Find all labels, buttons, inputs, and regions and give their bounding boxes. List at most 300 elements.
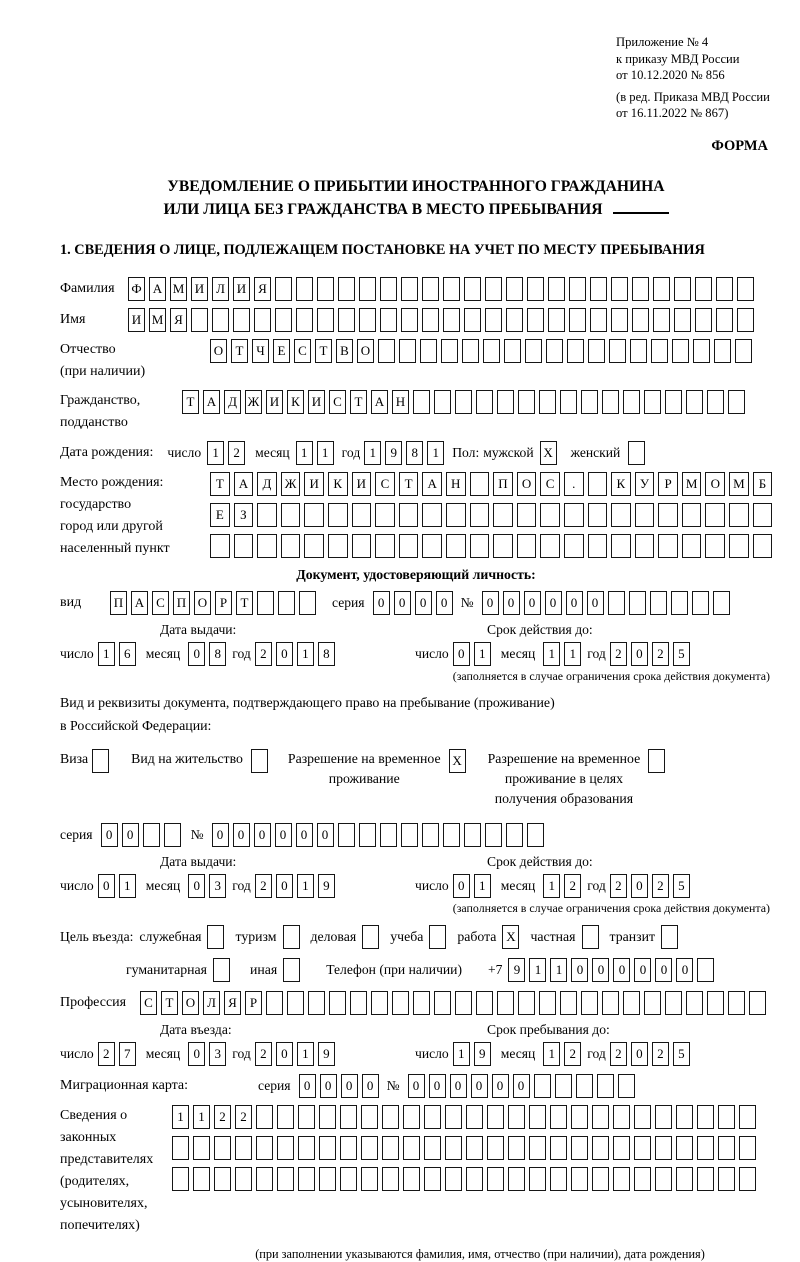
cell[interactable] bbox=[350, 991, 367, 1015]
cell[interactable] bbox=[380, 277, 397, 301]
cell[interactable]: 0 bbox=[587, 591, 604, 615]
cell[interactable]: 0 bbox=[631, 874, 648, 898]
cell[interactable] bbox=[401, 277, 418, 301]
cell[interactable]: 1 bbox=[550, 958, 567, 982]
cell[interactable] bbox=[630, 339, 647, 363]
cell[interactable] bbox=[413, 390, 430, 414]
cell[interactable]: 1 bbox=[474, 642, 491, 666]
cell[interactable] bbox=[466, 1167, 483, 1191]
cell[interactable]: А bbox=[149, 277, 166, 301]
cell[interactable] bbox=[281, 503, 301, 527]
cell[interactable] bbox=[340, 1167, 357, 1191]
cell[interactable] bbox=[671, 591, 688, 615]
cell[interactable]: О bbox=[517, 472, 537, 496]
stay-day-cells[interactable] bbox=[453, 1042, 491, 1066]
cell[interactable] bbox=[527, 308, 544, 332]
cell[interactable] bbox=[422, 534, 442, 558]
cell[interactable]: 1 bbox=[474, 874, 491, 898]
cell[interactable]: Т bbox=[161, 991, 178, 1015]
cell[interactable] bbox=[493, 534, 513, 558]
cell[interactable] bbox=[635, 503, 655, 527]
cell[interactable] bbox=[235, 1167, 252, 1191]
residence-valid-year-cells[interactable] bbox=[610, 874, 690, 898]
cell[interactable] bbox=[508, 1136, 525, 1160]
cell[interactable] bbox=[485, 277, 502, 301]
cell[interactable] bbox=[328, 503, 348, 527]
cell[interactable] bbox=[287, 991, 304, 1015]
visa-checkbox[interactable] bbox=[92, 749, 109, 773]
cell[interactable]: 2 bbox=[564, 874, 581, 898]
cell[interactable]: О bbox=[182, 991, 199, 1015]
cell[interactable] bbox=[470, 472, 490, 496]
residence-number-cells[interactable] bbox=[212, 823, 544, 847]
cell[interactable] bbox=[753, 503, 773, 527]
cell[interactable] bbox=[504, 339, 521, 363]
cell[interactable]: 1 bbox=[98, 642, 115, 666]
cell[interactable]: Т bbox=[231, 339, 248, 363]
cell[interactable] bbox=[581, 390, 598, 414]
cell[interactable] bbox=[352, 503, 372, 527]
cell[interactable] bbox=[257, 534, 277, 558]
cell[interactable] bbox=[422, 308, 439, 332]
cell[interactable]: 2 bbox=[255, 874, 272, 898]
purpose-humanitarian-checkbox[interactable] bbox=[213, 958, 230, 982]
cell[interactable] bbox=[329, 991, 346, 1015]
cell[interactable] bbox=[608, 591, 625, 615]
cell[interactable] bbox=[257, 591, 274, 615]
cell[interactable] bbox=[464, 277, 481, 301]
cell[interactable]: 2 bbox=[652, 1042, 669, 1066]
cell[interactable]: 0 bbox=[341, 1074, 358, 1098]
patronymic-cells[interactable] bbox=[210, 339, 752, 363]
cell[interactable] bbox=[629, 591, 646, 615]
cell[interactable] bbox=[676, 1136, 693, 1160]
cell[interactable]: 0 bbox=[524, 591, 541, 615]
cell[interactable]: 2 bbox=[564, 1042, 581, 1066]
cell[interactable]: 1 bbox=[564, 642, 581, 666]
cell[interactable] bbox=[466, 1105, 483, 1129]
cell[interactable] bbox=[560, 390, 577, 414]
cell[interactable] bbox=[676, 1167, 693, 1191]
cell[interactable]: Р bbox=[215, 591, 232, 615]
cell[interactable]: П bbox=[110, 591, 127, 615]
cell[interactable] bbox=[674, 308, 691, 332]
cell[interactable] bbox=[446, 534, 466, 558]
cell[interactable] bbox=[697, 1136, 714, 1160]
cell[interactable] bbox=[455, 390, 472, 414]
birth-month-cells[interactable] bbox=[296, 441, 334, 465]
identity-issue-day-cells[interactable] bbox=[98, 642, 136, 666]
cell[interactable] bbox=[713, 591, 730, 615]
cell[interactable]: 0 bbox=[613, 958, 630, 982]
cell[interactable]: Ч bbox=[252, 339, 269, 363]
cell[interactable] bbox=[655, 1136, 672, 1160]
cell[interactable] bbox=[729, 534, 749, 558]
cell[interactable]: Ф bbox=[128, 277, 145, 301]
cell[interactable] bbox=[277, 1167, 294, 1191]
cell[interactable] bbox=[470, 534, 490, 558]
cell[interactable]: 0 bbox=[453, 874, 470, 898]
cell[interactable] bbox=[304, 503, 324, 527]
cell[interactable]: 0 bbox=[394, 591, 411, 615]
cell[interactable] bbox=[298, 1136, 315, 1160]
cell[interactable]: И bbox=[128, 308, 145, 332]
cell[interactable]: Я bbox=[224, 991, 241, 1015]
cell[interactable] bbox=[362, 925, 379, 949]
birth-year-cells[interactable] bbox=[364, 441, 444, 465]
cell[interactable] bbox=[233, 308, 250, 332]
cell[interactable]: 0 bbox=[566, 591, 583, 615]
cell[interactable] bbox=[443, 308, 460, 332]
cell[interactable]: 1 bbox=[172, 1105, 189, 1129]
cell[interactable] bbox=[403, 1136, 420, 1160]
cell[interactable]: Ж bbox=[245, 390, 262, 414]
stay-month-cells[interactable] bbox=[543, 1042, 581, 1066]
cell[interactable] bbox=[539, 390, 556, 414]
cell[interactable]: О bbox=[210, 339, 227, 363]
cell[interactable]: 0 bbox=[188, 1042, 205, 1066]
identity-doc-number-cells[interactable] bbox=[482, 591, 730, 615]
cell[interactable] bbox=[493, 503, 513, 527]
cell[interactable] bbox=[283, 958, 300, 982]
cell[interactable] bbox=[434, 991, 451, 1015]
cell[interactable] bbox=[613, 1105, 630, 1129]
residence-series-cells[interactable] bbox=[101, 823, 181, 847]
cell[interactable] bbox=[382, 1105, 399, 1129]
cell[interactable]: X bbox=[502, 925, 519, 949]
cell[interactable]: С bbox=[540, 472, 560, 496]
cell[interactable]: 0 bbox=[492, 1074, 509, 1098]
cell[interactable] bbox=[508, 1105, 525, 1129]
cell[interactable] bbox=[413, 991, 430, 1015]
cell[interactable]: Т bbox=[399, 472, 419, 496]
cell[interactable] bbox=[308, 991, 325, 1015]
cell[interactable]: М bbox=[682, 472, 702, 496]
cell[interactable]: Я bbox=[170, 308, 187, 332]
cell[interactable] bbox=[651, 339, 668, 363]
cell[interactable] bbox=[569, 277, 586, 301]
cell[interactable] bbox=[278, 591, 295, 615]
cell[interactable] bbox=[737, 277, 754, 301]
cell[interactable] bbox=[319, 1105, 336, 1129]
cell[interactable] bbox=[602, 991, 619, 1015]
cell[interactable]: Ж bbox=[281, 472, 301, 496]
cell[interactable] bbox=[361, 1136, 378, 1160]
cell[interactable]: 0 bbox=[276, 642, 293, 666]
cell[interactable]: 0 bbox=[233, 823, 250, 847]
cell[interactable]: 0 bbox=[631, 1042, 648, 1066]
cell[interactable]: 0 bbox=[436, 591, 453, 615]
cell[interactable] bbox=[718, 1167, 735, 1191]
cell[interactable]: К bbox=[611, 472, 631, 496]
cell[interactable] bbox=[728, 991, 745, 1015]
cell[interactable] bbox=[338, 277, 355, 301]
cell[interactable]: 8 bbox=[406, 441, 423, 465]
cell[interactable]: 2 bbox=[235, 1105, 252, 1129]
cell[interactable] bbox=[298, 1167, 315, 1191]
residence-issue-day-cells[interactable] bbox=[98, 874, 136, 898]
cell[interactable] bbox=[658, 503, 678, 527]
cell[interactable] bbox=[392, 991, 409, 1015]
cell[interactable] bbox=[517, 534, 537, 558]
sex-female-checkbox[interactable] bbox=[628, 441, 645, 465]
identity-valid-year-cells[interactable] bbox=[610, 642, 690, 666]
cell[interactable]: 1 bbox=[297, 874, 314, 898]
cell[interactable] bbox=[476, 390, 493, 414]
cell[interactable] bbox=[476, 991, 493, 1015]
cell[interactable]: 0 bbox=[362, 1074, 379, 1098]
purpose-business-checkbox[interactable] bbox=[362, 925, 379, 949]
cell[interactable] bbox=[299, 591, 316, 615]
cell[interactable] bbox=[257, 503, 277, 527]
cell[interactable]: 5 bbox=[673, 874, 690, 898]
cell[interactable] bbox=[518, 390, 535, 414]
cell[interactable] bbox=[655, 1105, 672, 1129]
cell[interactable] bbox=[613, 1136, 630, 1160]
cell[interactable]: 1 bbox=[529, 958, 546, 982]
entry-month-cells[interactable] bbox=[188, 1042, 226, 1066]
cell[interactable]: С bbox=[152, 591, 169, 615]
cell[interactable]: П bbox=[173, 591, 190, 615]
cell[interactable]: 7 bbox=[119, 1042, 136, 1066]
cell[interactable]: 0 bbox=[317, 823, 334, 847]
cell[interactable] bbox=[609, 339, 626, 363]
cell[interactable] bbox=[266, 991, 283, 1015]
cell[interactable]: Л bbox=[203, 991, 220, 1015]
cell[interactable]: Т bbox=[210, 472, 230, 496]
sex-male-checkbox[interactable] bbox=[540, 441, 557, 465]
cell[interactable] bbox=[359, 823, 376, 847]
cell[interactable] bbox=[590, 277, 607, 301]
identity-valid-month-cells[interactable] bbox=[543, 642, 581, 666]
cell[interactable]: А bbox=[422, 472, 442, 496]
edu-residence-checkbox[interactable] bbox=[648, 749, 665, 773]
cell[interactable]: 0 bbox=[631, 642, 648, 666]
cell[interactable]: 1 bbox=[543, 874, 560, 898]
cell[interactable] bbox=[429, 925, 446, 949]
cell[interactable] bbox=[424, 1136, 441, 1160]
cell[interactable] bbox=[644, 390, 661, 414]
cell[interactable]: Н bbox=[392, 390, 409, 414]
cell[interactable] bbox=[382, 1136, 399, 1160]
cell[interactable] bbox=[193, 1136, 210, 1160]
cell[interactable] bbox=[686, 390, 703, 414]
cell[interactable]: Т bbox=[315, 339, 332, 363]
cell[interactable]: 2 bbox=[98, 1042, 115, 1066]
cell[interactable] bbox=[618, 1074, 635, 1098]
cell[interactable] bbox=[550, 1136, 567, 1160]
residence-permit-checkbox[interactable] bbox=[251, 749, 268, 773]
cell[interactable]: 1 bbox=[543, 642, 560, 666]
migration-card-number-cells[interactable] bbox=[408, 1074, 635, 1098]
cell[interactable]: 9 bbox=[318, 1042, 335, 1066]
cell[interactable]: З bbox=[234, 503, 254, 527]
cell[interactable]: Е bbox=[273, 339, 290, 363]
cell[interactable]: 2 bbox=[610, 642, 627, 666]
cell[interactable]: 1 bbox=[119, 874, 136, 898]
cell[interactable] bbox=[550, 1167, 567, 1191]
cell[interactable]: 0 bbox=[276, 1042, 293, 1066]
cell[interactable] bbox=[534, 1074, 551, 1098]
cell[interactable] bbox=[256, 1136, 273, 1160]
cell[interactable] bbox=[676, 1105, 693, 1129]
cell[interactable] bbox=[213, 958, 230, 982]
cell[interactable]: 0 bbox=[188, 874, 205, 898]
cell[interactable] bbox=[462, 339, 479, 363]
cell[interactable]: Е bbox=[210, 503, 230, 527]
cell[interactable] bbox=[682, 503, 702, 527]
given-name-cells[interactable] bbox=[128, 308, 754, 332]
representatives-row1-cells[interactable] bbox=[172, 1105, 756, 1129]
cell[interactable] bbox=[251, 749, 268, 773]
birth-place-row2-cells[interactable] bbox=[210, 503, 772, 527]
cell[interactable]: 5 bbox=[673, 642, 690, 666]
cell[interactable]: О bbox=[705, 472, 725, 496]
cell[interactable] bbox=[753, 534, 773, 558]
cell[interactable]: 1 bbox=[543, 1042, 560, 1066]
cell[interactable] bbox=[695, 277, 712, 301]
cell[interactable] bbox=[382, 1167, 399, 1191]
cell[interactable]: 2 bbox=[228, 441, 245, 465]
cell[interactable]: 1 bbox=[297, 642, 314, 666]
representatives-row2-cells[interactable] bbox=[172, 1136, 756, 1160]
cell[interactable]: Т bbox=[182, 390, 199, 414]
cell[interactable] bbox=[422, 277, 439, 301]
cell[interactable] bbox=[210, 534, 230, 558]
cell[interactable]: М bbox=[170, 277, 187, 301]
cell[interactable] bbox=[445, 1167, 462, 1191]
cell[interactable]: Т bbox=[236, 591, 253, 615]
cell[interactable] bbox=[92, 749, 109, 773]
cell[interactable]: 0 bbox=[122, 823, 139, 847]
cell[interactable] bbox=[650, 591, 667, 615]
cell[interactable]: У bbox=[635, 472, 655, 496]
cell[interactable]: О bbox=[357, 339, 374, 363]
cell[interactable] bbox=[597, 1074, 614, 1098]
cell[interactable] bbox=[277, 1136, 294, 1160]
purpose-transit-checkbox[interactable] bbox=[661, 925, 678, 949]
cell[interactable] bbox=[445, 1105, 462, 1129]
cell[interactable]: А bbox=[203, 390, 220, 414]
cell[interactable]: 0 bbox=[320, 1074, 337, 1098]
cell[interactable]: С bbox=[140, 991, 157, 1015]
cell[interactable]: Б bbox=[753, 472, 773, 496]
cell[interactable] bbox=[319, 1167, 336, 1191]
cell[interactable]: 0 bbox=[254, 823, 271, 847]
cell[interactable] bbox=[207, 925, 224, 949]
cell[interactable] bbox=[674, 277, 691, 301]
cell[interactable] bbox=[483, 339, 500, 363]
cell[interactable]: 2 bbox=[214, 1105, 231, 1129]
cell[interactable]: 3 bbox=[209, 1042, 226, 1066]
cell[interactable]: 1 bbox=[193, 1105, 210, 1129]
cell[interactable]: И bbox=[304, 472, 324, 496]
residence-valid-month-cells[interactable] bbox=[543, 874, 581, 898]
identity-doc-type-cells[interactable] bbox=[110, 591, 316, 615]
cell[interactable] bbox=[378, 339, 395, 363]
cell[interactable] bbox=[497, 390, 514, 414]
cell[interactable]: 1 bbox=[317, 441, 334, 465]
cell[interactable] bbox=[281, 534, 301, 558]
cell[interactable] bbox=[714, 339, 731, 363]
cell[interactable] bbox=[564, 503, 584, 527]
purpose-work-checkbox[interactable] bbox=[502, 925, 519, 949]
cell[interactable]: 9 bbox=[474, 1042, 491, 1066]
cell[interactable] bbox=[352, 534, 372, 558]
cell[interactable]: И bbox=[233, 277, 250, 301]
cell[interactable] bbox=[422, 823, 439, 847]
cell[interactable] bbox=[214, 1136, 231, 1160]
cell[interactable]: 0 bbox=[276, 874, 293, 898]
cell[interactable]: 2 bbox=[652, 874, 669, 898]
cell[interactable] bbox=[164, 823, 181, 847]
cell[interactable] bbox=[464, 308, 481, 332]
cell[interactable] bbox=[193, 1167, 210, 1191]
cell[interactable] bbox=[588, 503, 608, 527]
cell[interactable] bbox=[588, 339, 605, 363]
cell[interactable] bbox=[737, 308, 754, 332]
cell[interactable] bbox=[455, 991, 472, 1015]
cell[interactable]: 2 bbox=[255, 642, 272, 666]
cell[interactable] bbox=[602, 390, 619, 414]
cell[interactable] bbox=[375, 534, 395, 558]
cell[interactable] bbox=[540, 534, 560, 558]
cell[interactable] bbox=[550, 1105, 567, 1129]
cell[interactable] bbox=[628, 441, 645, 465]
cell[interactable]: Н bbox=[446, 472, 466, 496]
identity-issue-month-cells[interactable] bbox=[188, 642, 226, 666]
cell[interactable] bbox=[445, 1136, 462, 1160]
cell[interactable] bbox=[340, 1136, 357, 1160]
cell[interactable] bbox=[590, 308, 607, 332]
cell[interactable] bbox=[424, 1105, 441, 1129]
cell[interactable] bbox=[466, 1136, 483, 1160]
cell[interactable] bbox=[697, 1105, 714, 1129]
cell[interactable]: 0 bbox=[408, 1074, 425, 1098]
cell[interactable]: С bbox=[375, 472, 395, 496]
cell[interactable] bbox=[665, 390, 682, 414]
cell[interactable] bbox=[735, 339, 752, 363]
cell[interactable]: И bbox=[352, 472, 372, 496]
cell[interactable] bbox=[340, 1105, 357, 1129]
cell[interactable]: М bbox=[729, 472, 749, 496]
cell[interactable]: 0 bbox=[453, 642, 470, 666]
surname-cells[interactable] bbox=[128, 277, 754, 301]
cell[interactable] bbox=[571, 1136, 588, 1160]
cell[interactable] bbox=[403, 1105, 420, 1129]
cell[interactable] bbox=[214, 1167, 231, 1191]
cell[interactable] bbox=[191, 308, 208, 332]
cell[interactable]: О bbox=[194, 591, 211, 615]
cell[interactable] bbox=[296, 277, 313, 301]
cell[interactable] bbox=[296, 308, 313, 332]
cell[interactable] bbox=[581, 991, 598, 1015]
cell[interactable] bbox=[506, 277, 523, 301]
birth-place-row3-cells[interactable] bbox=[210, 534, 772, 558]
cell[interactable] bbox=[485, 308, 502, 332]
cell[interactable]: И bbox=[266, 390, 283, 414]
cell[interactable] bbox=[403, 1167, 420, 1191]
cell[interactable] bbox=[375, 503, 395, 527]
stay-year-cells[interactable] bbox=[610, 1042, 690, 1066]
cell[interactable]: 9 bbox=[385, 441, 402, 465]
cell[interactable] bbox=[539, 991, 556, 1015]
cell[interactable]: 1 bbox=[453, 1042, 470, 1066]
cell[interactable] bbox=[277, 1105, 294, 1129]
cell[interactable] bbox=[632, 277, 649, 301]
cell[interactable] bbox=[359, 308, 376, 332]
cell[interactable] bbox=[560, 991, 577, 1015]
